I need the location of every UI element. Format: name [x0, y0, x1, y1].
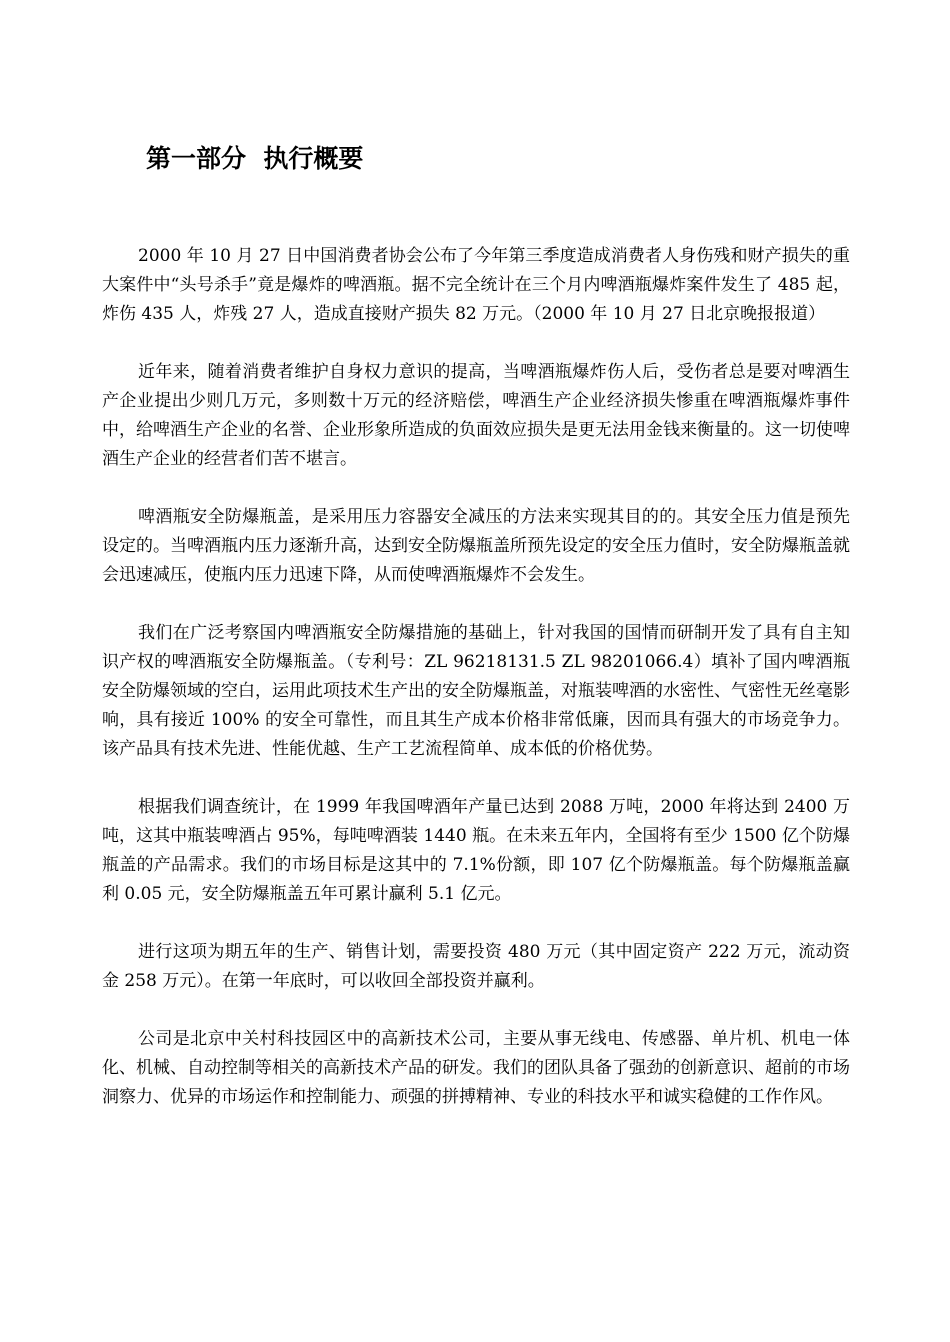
paragraph-investment-plan: 进行这项为期五年的生产、销售计划，需要投资 480 万元（其中固定资产 222 万元，流动资金 258 万元）。在第一年底时，可以收回全部投资并赢利。 [102, 942, 850, 991]
paragraph-company-profile: 公司是北京中关村科技园区中的高新技术公司，主要从事无线电、传感器、单片机、机电一体化、机械、自动控制等相关的高新技术产品的研发。我们的团队具备了强劲的创新意识、超前的市场洞察力、优异的市场运作和控制能力、顽强的拼搏精神、专业的科技水平和诚实稳健的工作作风。 [102, 1029, 850, 1107]
paragraph-consumer-awareness: 近年来，随着消费者维护自身权力意识的提高，当啤酒瓶爆炸伤人后，受伤者总是要对啤酒生产企业提出少则几万元，多则数十万元的经济赔偿，啤酒生产企业经济损失惨重在啤酒瓶爆炸事件中，给啤酒生产企业的名誉、企业形象所造成的负面效应损失是更无法用金钱来衡量的。这一切使啤酒生产企业的经营者们苦不堪言。 [102, 362, 850, 469]
paragraph-incident-report: 2000 年 10 月 27 日中国消费者协会公布了今年第三季度造成消费者人身伤残和财产损失的重大案件中“头号杀手”竟是爆炸的啤酒瓶。据不完全统计在三个月内啤酒瓶爆炸案件发生了 485 起，炸伤 435 人，炸残 27 人，造成直接财产损失 82 万元。（2000 年 10 月 27 日北京晚报报道） [102, 246, 850, 324]
paragraph-product-principle: 啤酒瓶安全防爆瓶盖，是采用压力容器安全减压的方法来实现其目的的。其安全压力值是预先设定的。当啤酒瓶内压力逐渐升高，达到安全防爆瓶盖所预先设定的安全压力值时，安全防爆瓶盖就会迅速减压，使瓶内压力迅速下降，从而使啤酒瓶爆炸不会发生。 [102, 507, 850, 585]
body-text [102, 242, 850, 1141]
paragraph-market-statistics: 根据我们调查统计，在 1999 年我国啤酒年产量已达到 2088 万吨，2000 年将达到 2400 万吨，这其中瓶装啤酒占 95%，每吨啤酒装 1440 瓶。在未来五年内，全国将有至少 1500 亿个防爆瓶盖的产品需求。我们的市场目标是这其中的 7.1%份额，即 107 亿个防爆瓶盖。每个防爆瓶盖赢利 0.05 元，安全防爆瓶盖五年可累计赢利 5.1 亿元。 [102, 797, 850, 904]
section-heading: 第一部分 执行概要 [146, 144, 364, 173]
paragraph-patent-advantages: 我们在广泛考察国内啤酒瓶安全防爆措施的基础上，针对我国的国情而研制开发了具有自主知识产权的啤酒瓶安全防爆瓶盖。（专利号：ZL 96218131.5 ZL 98201066.4）填补了国内啤酒瓶安全防爆领域的空白，运用此项技术生产出的安全防爆瓶盖，对瓶装啤酒的水密性、气密性无丝毫影响，具有接近 100% 的安全可靠性，而且其生产成本价格非常低廉，因而具有强大的市场竞争力。该产品具有技术先进、性能优越、生产工艺流程简单、成本低的价格优势。 [102, 623, 850, 759]
